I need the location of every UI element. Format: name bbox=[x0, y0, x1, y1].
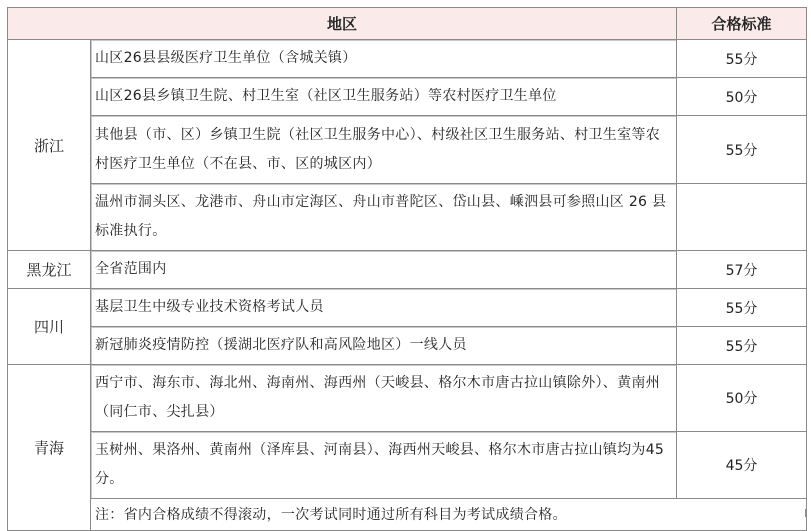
score-cell: 50分 bbox=[677, 78, 807, 116]
header-standard: 合格标准 bbox=[677, 8, 807, 40]
table-row bbox=[8, 251, 807, 289]
passing-standards-table bbox=[7, 7, 807, 531]
area-cell: 山区26县乡镇卫生院、村卫生室（社区卫生服务站）等农村医疗卫生单位 bbox=[91, 78, 677, 116]
region-zhejiang: 浙江 bbox=[8, 40, 91, 251]
header-region: 地区 bbox=[8, 8, 677, 40]
table-row bbox=[8, 327, 807, 365]
region-qinghai: 青海 bbox=[8, 365, 91, 531]
score-cell bbox=[677, 184, 807, 251]
score-cell: 57分 bbox=[677, 251, 807, 289]
area-cell: 新冠肺炎疫情防控（援湖北医疗队和高风险地区）一线人员 bbox=[91, 327, 677, 365]
note-cell: 注：省内合格成绩不得滚动，一次考试同时通过所有科目为考试成绩合格。 bbox=[91, 499, 807, 531]
score-cell: 50分 bbox=[677, 365, 807, 432]
score-cell: 55分 bbox=[677, 40, 807, 78]
table-row bbox=[8, 184, 807, 251]
region-heilongjiang: 黑龙江 bbox=[8, 251, 91, 289]
region-sichuan: 四川 bbox=[8, 289, 91, 365]
next-row-stub bbox=[7, 509, 806, 517]
table-row bbox=[8, 289, 807, 327]
area-cell: 全省范围内 bbox=[91, 251, 677, 289]
area-cell: 玉树州、果洛州、黄南州（泽库县、河南县）、海西州天峻县、格尔木市唐古拉山镇均为45分。 bbox=[91, 432, 677, 499]
table-row bbox=[8, 432, 807, 499]
header-row bbox=[8, 8, 807, 40]
area-cell: 基层卫生中级专业技术资格考试人员 bbox=[91, 289, 677, 327]
score-cell: 45分 bbox=[677, 432, 807, 499]
score-cell: 55分 bbox=[677, 289, 807, 327]
score-cell: 55分 bbox=[677, 327, 807, 365]
table-row bbox=[8, 365, 807, 432]
divider bbox=[90, 509, 91, 517]
area-cell: 其他县（市、区）乡镇卫生院（社区卫生服务中心）、村级社区卫生服务站、村卫生室等农村医疗卫生单位（不在县、市、区的城区内） bbox=[91, 116, 677, 184]
area-cell: 温州市洞头区、龙港市、舟山市定海区、舟山市普陀区、岱山县、嵊泗县可参照山区 26 县标准执行。 bbox=[91, 184, 677, 251]
table-row bbox=[8, 40, 807, 78]
area-cell: 山区26县县级医疗卫生单位（含城关镇） bbox=[91, 40, 677, 78]
area-cell: 西宁市、海东市、海北州、海南州、海西州（天峻县、格尔木市唐古拉山镇除外）、黄南州（同仁市、尖扎县） bbox=[91, 365, 677, 432]
table-row bbox=[8, 116, 807, 184]
score-cell: 55分 bbox=[677, 116, 807, 184]
table-row bbox=[8, 78, 807, 116]
